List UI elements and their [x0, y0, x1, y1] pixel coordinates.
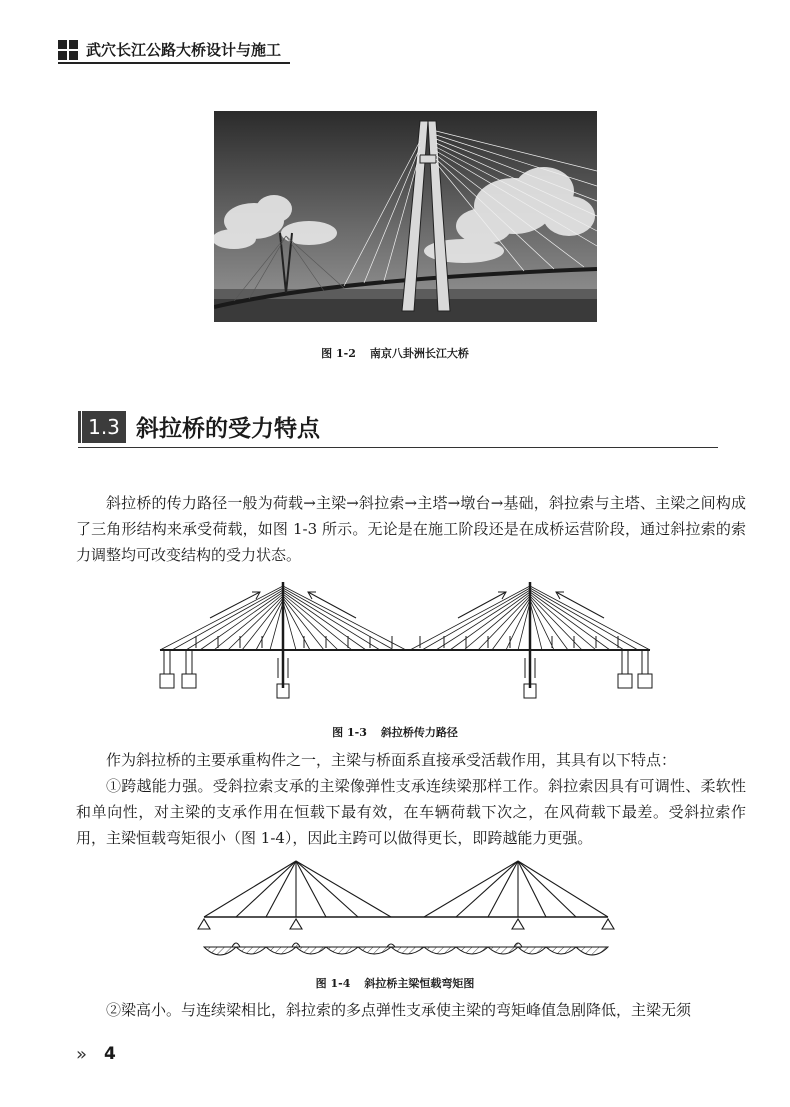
paragraph-girder-features: 作为斜拉桥的主要承重构件之一，主梁与桥面系直接承受活载作用，其具有以下特点： [106, 751, 677, 769]
figure-1-4-caption [0, 975, 790, 991]
section-title: 斜拉桥的受力特点 [136, 416, 320, 442]
figure-1-4-moment-diagram [196, 855, 616, 967]
figure-1-2-title: 南京八卦洲长江大桥 [369, 347, 469, 360]
paragraph-load-path: 斜拉桥的传力路径一般为荷载→主梁→斜拉索→主塔→墩台→基础，斜拉索与主塔、主梁之间构成了三角形结构来承受荷载，如图 1-3 所示。无论是在施工阶段还是在成桥运营阶段，通过斜拉索的索力调整均可改变结构的受力状态。 [76, 494, 746, 564]
figure-1-3-title: 斜拉桥传力路径 [380, 726, 458, 739]
header-rule [58, 62, 290, 64]
figure-1-3-number: 图 1-3 [332, 726, 367, 739]
figure-1-2-number: 图 1-2 [321, 347, 356, 360]
page-number: 4 [104, 1044, 116, 1064]
figure-1-3-load-path-diagram [148, 578, 658, 702]
footer-arrow-icon: » [76, 1044, 88, 1065]
section-rule [78, 447, 718, 448]
figure-1-4-title: 斜拉桥主梁恒载弯矩图 [364, 977, 475, 990]
figure-1-2-caption [0, 345, 790, 361]
header-square-mark-icon [58, 40, 80, 62]
paragraph-span-capacity: ①跨越能力强。受斜拉索支承的主梁像弹性支承连续梁那样工作。斜拉索因具有可调性、柔软性和单向性，对主梁的支承作用在恒载下最有效，在车辆荷载下次之，在风荷载下最差。受斜拉索作用，主梁恒载弯矩很小（图 1-4），因此主跨可以做得更长，即跨越能力更强。 [76, 777, 746, 847]
book-title: 武穴长江公路大桥设计与施工 [86, 41, 282, 59]
figure-1-4-number: 图 1-4 [315, 977, 351, 990]
section-heading [78, 409, 718, 451]
section-number: 1.3 [82, 411, 126, 443]
running-header [58, 28, 290, 64]
section-number-edge [78, 411, 81, 443]
paragraph-girder-depth: ②梁高小。与连续梁相比，斜拉索的多点弹性支承使主梁的弯矩峰值急剧降低，主梁无须 [106, 1001, 692, 1019]
figure-1-3-caption [0, 724, 790, 740]
figure-1-2-bridge-photo [214, 111, 597, 322]
